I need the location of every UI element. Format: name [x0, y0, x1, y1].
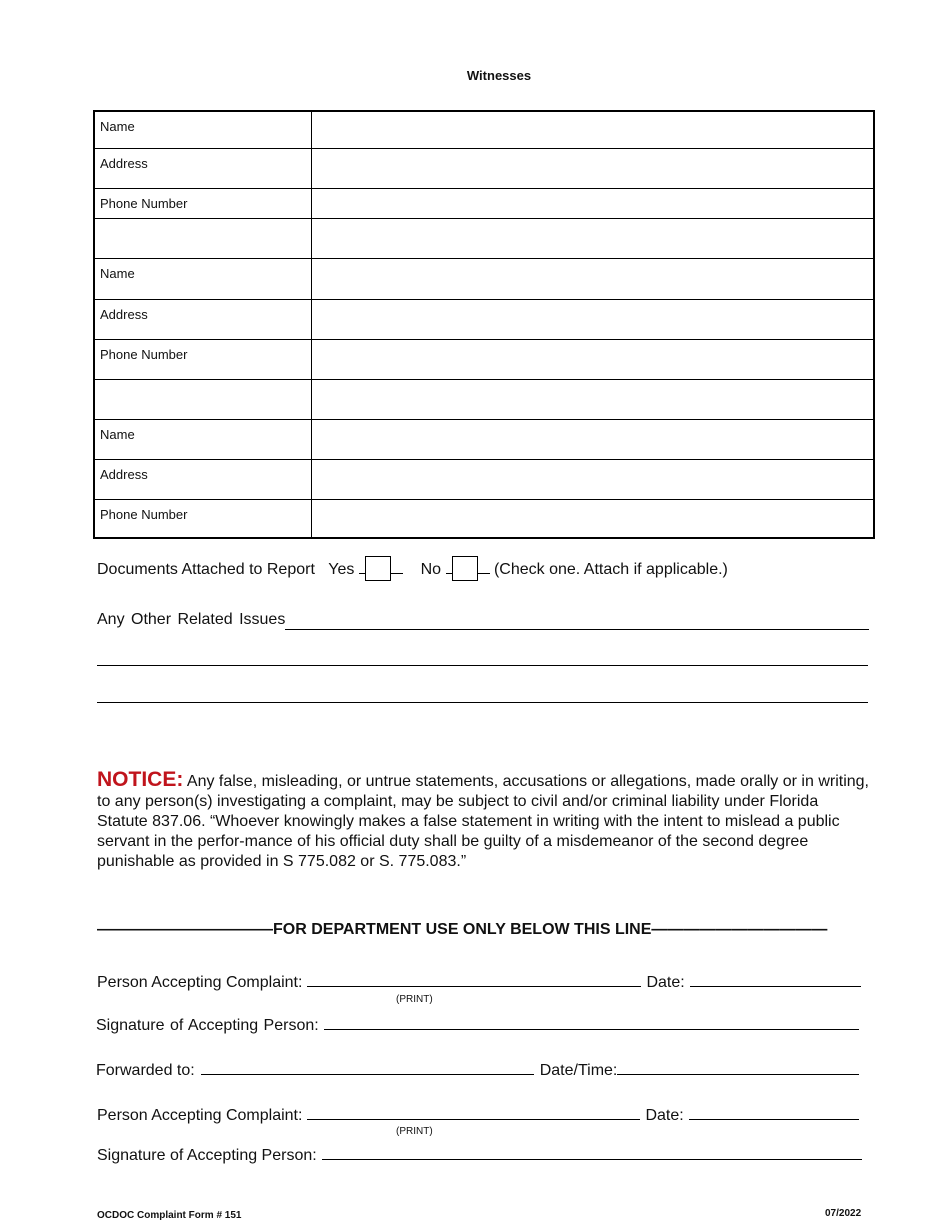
- signature-row-2: [97, 1145, 862, 1165]
- witness-1-name-field[interactable]: [311, 111, 874, 148]
- form-revision-date: 07/2022: [825, 1208, 862, 1219]
- print-note: (PRINT): [396, 1126, 433, 1137]
- date-label: Date:: [645, 1107, 684, 1124]
- other-issues-label: Any Other Related Issues: [97, 611, 286, 628]
- forwarded-to-label: Forwarded to:: [96, 1062, 195, 1079]
- person-accepting-row-2: [97, 1105, 859, 1125]
- witness-1-address-label: Address: [94, 148, 311, 188]
- table-row: [94, 258, 874, 299]
- table-row: [94, 499, 874, 538]
- table-row: [94, 148, 874, 188]
- table-row: [94, 299, 874, 339]
- table-spacer-row: [94, 218, 874, 258]
- witness-1-address-field[interactable]: [311, 148, 874, 188]
- date-field[interactable]: [690, 972, 861, 987]
- witness-1-phone-label: Phone Number: [94, 188, 311, 218]
- signature-field[interactable]: [322, 1145, 862, 1160]
- department-use-divider: ———————————FOR DEPARTMENT USE ONLY BELOW THIS LINE———————————: [97, 921, 828, 938]
- table-row: [94, 459, 874, 499]
- spacer-cell: [311, 379, 874, 419]
- person-accepting-row-1: [97, 972, 861, 992]
- spacer-cell: [94, 218, 311, 258]
- date-field[interactable]: [689, 1105, 859, 1120]
- date-time-field[interactable]: [617, 1060, 859, 1075]
- witness-3-phone-label: Phone Number: [94, 499, 311, 538]
- person-accepting-label: Person Accepting Complaint:: [97, 974, 303, 991]
- signature-label: Signature of Accepting Person:: [96, 1017, 319, 1034]
- other-issues-field[interactable]: [285, 611, 869, 630]
- other-issues-line-3[interactable]: [97, 688, 868, 703]
- person-accepting-label: Person Accepting Complaint:: [97, 1107, 303, 1124]
- notice-text: Any false, misleading, or untrue statements, accusations or allegations, made orally or in writing, to any person(s) investigating a complaint, may be subject to civil and/or criminal liability under Florida Statute 837.06. “Whoever knowingly makes a false statement in writing with the intent to mislead a public servant in the perfor-mance of his official duty shall be guilty of a misdemeanor of the second degree punishable as provided in S 775.082 or S. 775.083.”: [97, 773, 869, 870]
- witness-3-address-field[interactable]: [311, 459, 874, 499]
- no-label: No: [420, 561, 442, 578]
- yes-checkbox[interactable]: [365, 556, 391, 581]
- notice-heading: NOTICE:: [97, 768, 184, 791]
- table-row: [94, 339, 874, 379]
- spacer-cell: [94, 379, 311, 419]
- person-accepting-field[interactable]: [307, 1105, 640, 1120]
- print-note: (PRINT): [396, 994, 433, 1005]
- yes-label: Yes: [328, 561, 355, 578]
- signature-label: Signature of Accepting Person:: [97, 1147, 317, 1164]
- forwarded-row: [96, 1060, 859, 1080]
- no-checkbox[interactable]: [452, 556, 478, 581]
- witnesses-table: [93, 110, 875, 539]
- witness-2-phone-field[interactable]: [311, 339, 874, 379]
- table-spacer-row: [94, 379, 874, 419]
- witness-2-name-field[interactable]: [311, 258, 874, 299]
- table-row: [94, 419, 874, 459]
- witness-1-phone-field[interactable]: [311, 188, 874, 218]
- date-label: Date:: [646, 974, 685, 991]
- signature-field[interactable]: [324, 1015, 859, 1030]
- form-id: OCDOC Complaint Form # 151: [97, 1210, 242, 1221]
- table-row: [94, 188, 874, 218]
- documents-note: (Check one. Attach if applicable.): [493, 561, 728, 578]
- witness-3-name-field[interactable]: [311, 419, 874, 459]
- notice-block: [97, 770, 872, 872]
- documents-attached-label: Documents Attached to Report: [97, 561, 315, 578]
- documents-attached-row: [97, 556, 728, 581]
- witness-2-address-label: Address: [94, 299, 311, 339]
- witness-3-address-label: Address: [94, 459, 311, 499]
- witness-1-name-label: Name: [94, 111, 311, 148]
- table-row: [94, 111, 874, 148]
- date-time-label: Date/Time:: [539, 1062, 618, 1079]
- witness-2-address-field[interactable]: [311, 299, 874, 339]
- other-issues-line-2[interactable]: [97, 651, 868, 666]
- witness-2-name-label: Name: [94, 258, 311, 299]
- signature-row-1: [96, 1015, 859, 1035]
- spacer-cell: [311, 218, 874, 258]
- witness-3-phone-field[interactable]: [311, 499, 874, 538]
- witness-2-phone-label: Phone Number: [94, 339, 311, 379]
- witness-3-name-label: Name: [94, 419, 311, 459]
- other-issues-row: [97, 611, 869, 630]
- forwarded-to-field[interactable]: [201, 1060, 534, 1075]
- page-title: Witnesses: [466, 68, 532, 83]
- person-accepting-field[interactable]: [307, 972, 641, 987]
